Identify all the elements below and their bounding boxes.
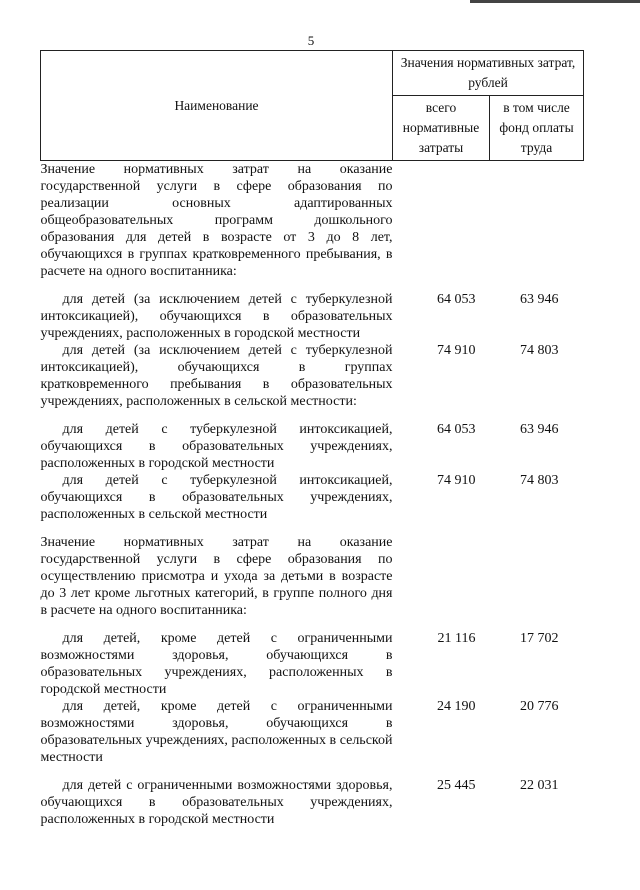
row-fund: 74 803 [520, 343, 559, 358]
table-row [41, 534, 584, 619]
row-name: для детей с ограниченными возможностями здоровья, обучающихся в образовательных учреждениях, расположенных в городской местности [40, 778, 393, 827]
row-total [393, 534, 490, 619]
row-name: для детей, кроме детей с ограниченными возможностями здоровья, обучающихся в образовательных учреждениях, расположенных в сельской местности [40, 699, 393, 765]
header-col-fund: в том числе фонд оплаты труда [490, 96, 584, 161]
row-fund: 74 803 [520, 473, 559, 488]
row-total: 21 116 [437, 631, 476, 646]
table-row [41, 342, 584, 410]
row-fund: 22 031 [520, 778, 559, 793]
row-name: Значение нормативных затрат на оказание государственной услуги в сфере образования по реализации основных адаптированных общеобразовательных программ дошкольного образования для детей в возрасте от 3 до 8 лет, обучающихся в группах кратковременного пребывания, в расчете на одного воспитанника: [40, 162, 393, 279]
table-row [41, 291, 584, 342]
row-total: 24 190 [437, 699, 476, 714]
row-name: для детей, кроме детей с ограниченными возможностями здоровья, обучающихся в образовательных учреждениях, расположенных в городской местности [40, 631, 393, 697]
top-edge-rule [470, 0, 640, 3]
cost-table [40, 50, 584, 828]
row-fund: 63 946 [520, 422, 559, 437]
table-row [41, 698, 584, 766]
row-name: Значение нормативных затрат на оказание государственной услуги в сфере образования по осуществлению присмотра и ухода за детьми в возрасте до 3 лет кроме льготных категорий, в группе полного дня в расчете на одного воспитанника: [40, 535, 393, 618]
row-fund [490, 534, 584, 619]
row-total [393, 161, 490, 281]
page-number: 5 [307, 33, 315, 48]
row-total: 74 910 [437, 473, 476, 488]
row-fund [490, 161, 584, 281]
row-total: 64 053 [437, 292, 476, 307]
header-col-total: всего нормативные затраты [393, 96, 490, 161]
row-total: 64 053 [437, 422, 476, 437]
row-fund: 17 702 [520, 631, 559, 646]
row-name: для детей (за исключением детей с туберкулезной интоксикацией), обучающихся в образовательных учреждениях, расположенных в городской местности [40, 292, 393, 341]
table-row [41, 472, 584, 523]
table-row [41, 630, 584, 698]
row-name: для детей с туберкулезной интоксикацией, обучающихся в образовательных учреждениях, расположенных в городской местности [40, 422, 393, 471]
table-row [41, 777, 584, 828]
row-fund: 63 946 [520, 292, 559, 307]
table-row [41, 421, 584, 472]
row-name: для детей с туберкулезной интоксикацией, обучающихся в образовательных учреждениях, расположенных в сельской местности [40, 473, 393, 522]
row-name: для детей (за исключением детей с туберкулезной интоксикацией), обучающихся в группах кратковременного пребывания в образовательных учреждениях, расположенных в сельской местности: [40, 343, 393, 409]
header-name: Наименование [41, 51, 393, 161]
row-total: 74 910 [437, 343, 476, 358]
header-values-group: Значения нормативных затрат, рублей [393, 51, 584, 96]
row-total: 25 445 [437, 778, 476, 793]
row-fund: 20 776 [520, 699, 559, 714]
table-row [41, 161, 584, 281]
